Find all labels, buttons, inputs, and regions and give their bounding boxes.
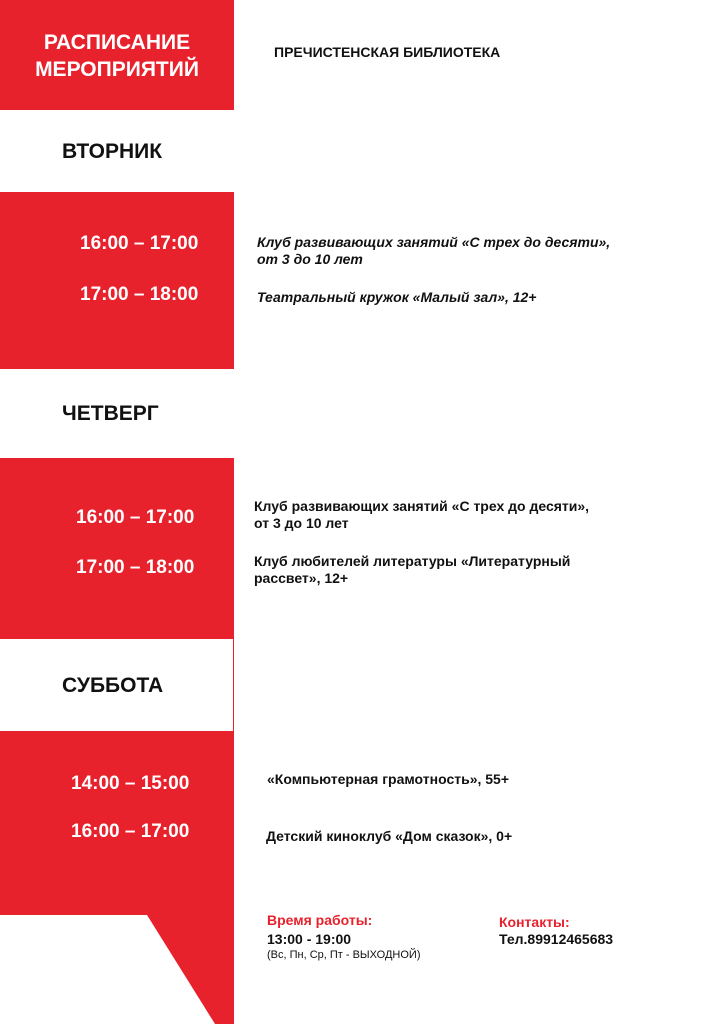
event-time: 14:00 – 15:00 xyxy=(71,773,190,794)
event-time: 17:00 – 18:00 xyxy=(80,284,199,305)
working-hours-label: Время работы: xyxy=(267,912,373,928)
working-hours-value: 13:00 - 19:00 xyxy=(267,931,352,947)
working-hours xyxy=(267,912,420,961)
days-off-note: (Вс, Пн, Ср, Пт - ВЫХОДНОЙ) xyxy=(267,949,421,961)
schedule-title xyxy=(0,0,234,110)
organization-name: ПРЕЧИСТЕНСКАЯ БИБЛИОТЕКА xyxy=(274,44,501,60)
event-title-line2: от 3 до 10 лет xyxy=(254,515,349,531)
event-title xyxy=(254,498,589,532)
divider-line xyxy=(233,639,234,731)
day-title-thursday: ЧЕТВЕРГ xyxy=(62,402,159,425)
phone-number: Тел.89912465683 xyxy=(499,931,614,947)
contacts-label: Контакты: xyxy=(499,914,570,930)
event-title: Детский киноклуб «Дом сказок», 0+ xyxy=(266,828,513,844)
event-title-line1: Клуб любителей литературы «Литературный xyxy=(254,553,571,569)
schedule-title-line2: МЕРОПРИЯТИЙ xyxy=(35,58,199,81)
event-title-line2: от 3 до 10 лет xyxy=(257,251,363,267)
event-title: «Компьютерная грамотность», 55+ xyxy=(267,771,510,787)
day-title-tuesday: ВТОРНИК xyxy=(62,140,163,163)
time-panel-thursday xyxy=(0,458,234,639)
event-title xyxy=(254,553,570,587)
event-title xyxy=(257,234,610,268)
event-title: Театральный кружок «Малый зал», 12+ xyxy=(257,289,537,305)
schedule-title-line1: РАСПИСАНИЕ xyxy=(43,31,191,54)
event-title-line1: Клуб развивающих занятий «С трех до десяти», xyxy=(257,234,611,250)
day-title-saturday: СУББОТА xyxy=(62,674,164,697)
time-panel-tuesday xyxy=(0,192,234,369)
contacts xyxy=(499,914,613,947)
event-time: 16:00 – 17:00 xyxy=(71,821,190,842)
event-title-line1: Клуб развивающих занятий «С трех до десяти», xyxy=(254,498,590,514)
event-time: 17:00 – 18:00 xyxy=(76,557,195,578)
event-title-line2: рассвет», 12+ xyxy=(254,570,349,586)
event-time: 16:00 – 17:00 xyxy=(80,233,199,254)
event-time: 16:00 – 17:00 xyxy=(76,507,195,528)
